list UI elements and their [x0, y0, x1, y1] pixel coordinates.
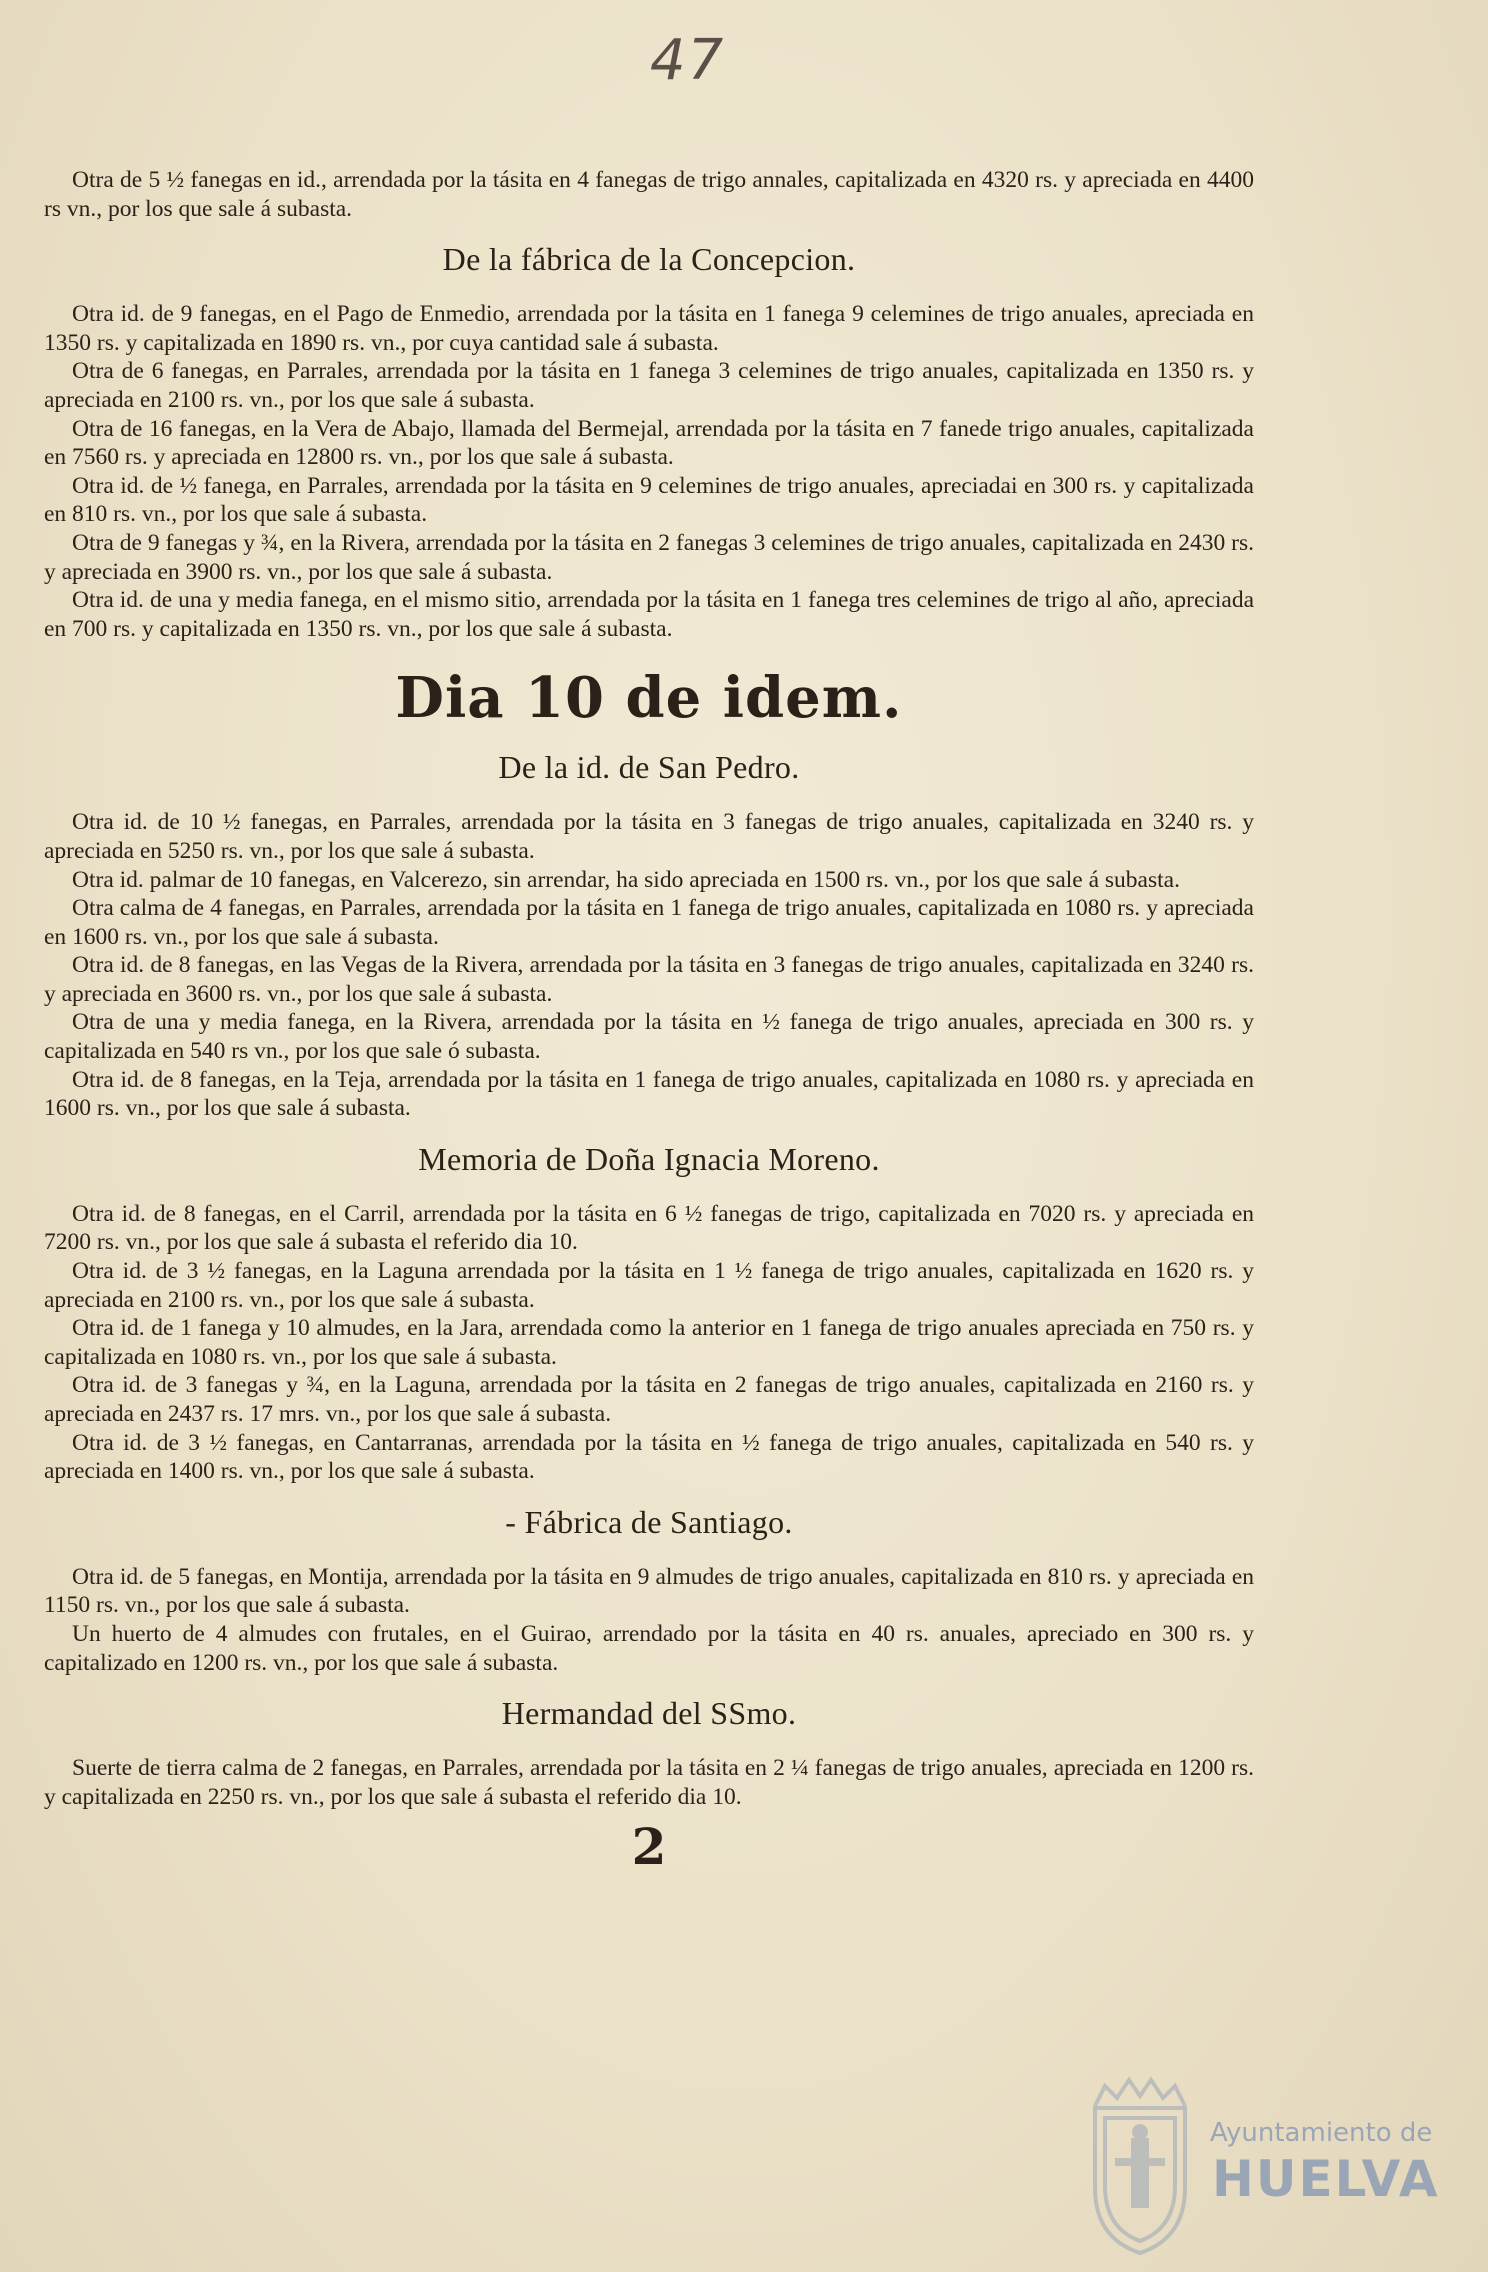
paragraph: Otra id. de 9 fanegas, en el Pago de Enmedio, arrendada por la tásita en 1 fanega 9 celemines de trigo anuales, apreciada en 1350 rs. y capitalizada en 1890 rs. vn., por cuya cantidad sale á subasta.	[44, 301, 1254, 356]
paragraph: Otra de 9 fanegas y ¾, en la Rivera, arrendada por la tásita en 2 fanegas 3 celemines de trigo anuales, capitalizada en 2430 rs. y apreciada en 3900 rs. vn., por los que sale á subasta.	[44, 529, 1254, 585]
section-san-pedro	[44, 665, 1254, 1123]
watermark-line1: Ayuntamiento de	[1210, 2118, 1433, 2148]
paragraph: Otra id. de 3 ½ fanegas, en Cantarranas, arrendada por la tásita en ½ fanega de trigo anuales, capitalizada en 540 rs. y apreciada en 1400 rs. vn., por los que sale á subasta.	[44, 1429, 1254, 1485]
paragraph: Otra id. de 1 fanega y 10 almudes, en la Jara, arrendada como la anterior en 1 fanega de trigo anuales apreciada en 750 rs. y capitalizada en 1080 rs. vn., por los que sale á subasta.	[44, 1315, 1254, 1370]
section-memoria-ignacia-moreno	[44, 1141, 1254, 1486]
paragraph: Otra id. de 8 fanegas, en las Vegas de la Rivera, arrendada por la tásita en 3 fanegas de trigo anuales, capitalizada en 3240 rs. y apreciada en 3600 rs. vn., por los que sale á subasta.	[44, 952, 1254, 1007]
paragraph: Un huerto de 4 almudes con frutales, en el Guirao, arrendado por la tásita en 40 rs. anuales, apreciado en 300 rs. y capitalizado en 1200 rs. vn., por los que sale á subasta.	[44, 1620, 1254, 1676]
paragraph: Otra de 16 fanegas, en la Vera de Abajo, llamada del Bermejal, arrendada por la tásita en 7 fanede trigo anuales, capitalizada en 7560 rs. y apreciada en 12800 rs. vn., por los que sale á subasta.	[44, 415, 1254, 471]
paragraph: Otra id. de 8 fanegas, en la Teja, arrendada por la tásita en 1 fanega de trigo anuales, capitalizada en 1080 rs. y apreciada en 1600 rs. vn., por los que sale á subasta.	[44, 1066, 1254, 1122]
paragraph: Otra id. de ½ fanega, en Parrales, arrendada por la tásita en 9 celemines de trigo anuales, apreciadai en 300 rs. y capitalizada en 810 rs. vn., por los que sale á subasta.	[44, 472, 1254, 528]
paragraph: Otra id. de 8 fanegas, en el Carril, arrendada por la tásita en 6 ½ fanegas de trigo, capitalizada en 7020 rs. y apreciada en 7200 rs. vn., por los que sale á subasta el referido dia 10.	[44, 1200, 1254, 1256]
signature-mark: 2	[631, 1817, 667, 1877]
paragraph: Otra calma de 4 fanegas, en Parrales, arrendada por la tásita en 1 fanega de trigo anuales, capitalizada en 1080 rs. y apreciada en 1600 rs. vn., por los que sale á subasta.	[44, 895, 1254, 950]
paragraph: Suerte de tierra calma de 2 fanegas, en Parrales, arrendada por la tásita en 2 ¼ fanegas de trigo anuales, apreciada en 1200 rs. y capitalizada en 2250 rs. vn., por los que sale á subasta el referido dia 10.	[44, 1755, 1254, 1810]
section-heading: - Fábrica de Santiago.	[505, 1503, 793, 1540]
paragraph: Otra id. palmar de 10 fanegas, en Valcerezo, sin arrendar, ha sido apreciada en 1500 rs. vn., por los que sale á subasta.	[72, 866, 1180, 893]
paragraph: Otra de 5 ½ fanegas en id., arrendada por la tásita en 4 fanegas de trigo annales, capitalizada en 4320 rs. y apreciada en 4400 rs vn., por los que sale á subasta.	[44, 167, 1254, 222]
paragraph: Otra id. de una y media fanega, en el mismo sitio, arrendada por la tásita en 1 fanega tres celemines de trigo al año, apreciada en 700 rs. y capitalizada en 1350 rs. vn., por los que sale á subasta.	[44, 587, 1254, 642]
section-intro	[44, 166, 1254, 223]
section-heading: Hermandad del SSmo.	[501, 1695, 797, 1732]
section-heading: Memoria de Doña Ignacia Moreno.	[418, 1140, 880, 1177]
paragraph: Otra id. de 10 ½ fanegas, en Parrales, arrendada por la tásita en 3 fanegas de trigo anuales, capitalizada en 3240 rs. y apreciada en 5250 rs. vn., por los que sale á subasta.	[44, 809, 1254, 864]
section-fabrica-santiago	[44, 1504, 1254, 1677]
section-heading: De la fábrica de la Concepcion.	[442, 241, 856, 278]
paragraph: Otra de una y media fanega, en la Rivera, arrendada por la tásita en ½ fanega de trigo anuales, apreciada en 300 rs. y capitalizada en 540 rs vn., por los que sale ó subasta.	[44, 1009, 1254, 1065]
page-folio-number: 47	[650, 28, 726, 93]
section-heading: De la id. de San Pedro.	[498, 749, 800, 786]
paragraph: Otra id. de 5 fanegas, en Montija, arrendada por la tásita en 9 almudes de trigo anuales, capitalizada en 810 rs. y apreciada en 1150 rs. vn., por los que sale á subasta.	[44, 1563, 1254, 1619]
section-hermandad-ssmo	[44, 1695, 1254, 1811]
paragraph: Otra de 6 fanegas, en Parrales, arrendada por la tásita en 1 fanega 3 celemines de trigo anuales, capitalizada en 1350 rs. y apreciada en 2100 rs. vn., por los que sale á subasta.	[44, 358, 1254, 413]
section-fabrica-concepcion	[44, 241, 1254, 643]
day-heading: Dia 10 de idem.	[395, 665, 903, 732]
document-body	[44, 166, 1254, 1876]
watermark-line2: HUELVA	[1212, 2150, 1440, 2208]
paragraph: Otra id. de 3 ½ fanegas, en la Laguna arrendada por la tásita en 1 ½ fanega de trigo anuales, capitalizada en 1620 rs. y apreciada en 2100 rs. vn., por los que sale á subasta.	[44, 1258, 1254, 1313]
paragraph: Otra id. de 3 fanegas y ¾, en la Laguna, arrendada por la tásita en 2 fanegas de trigo anuales, capitalizada en 2160 rs. y apreciada en 2437 rs. 17 mrs. vn., por los que sale á subasta.	[44, 1372, 1254, 1427]
